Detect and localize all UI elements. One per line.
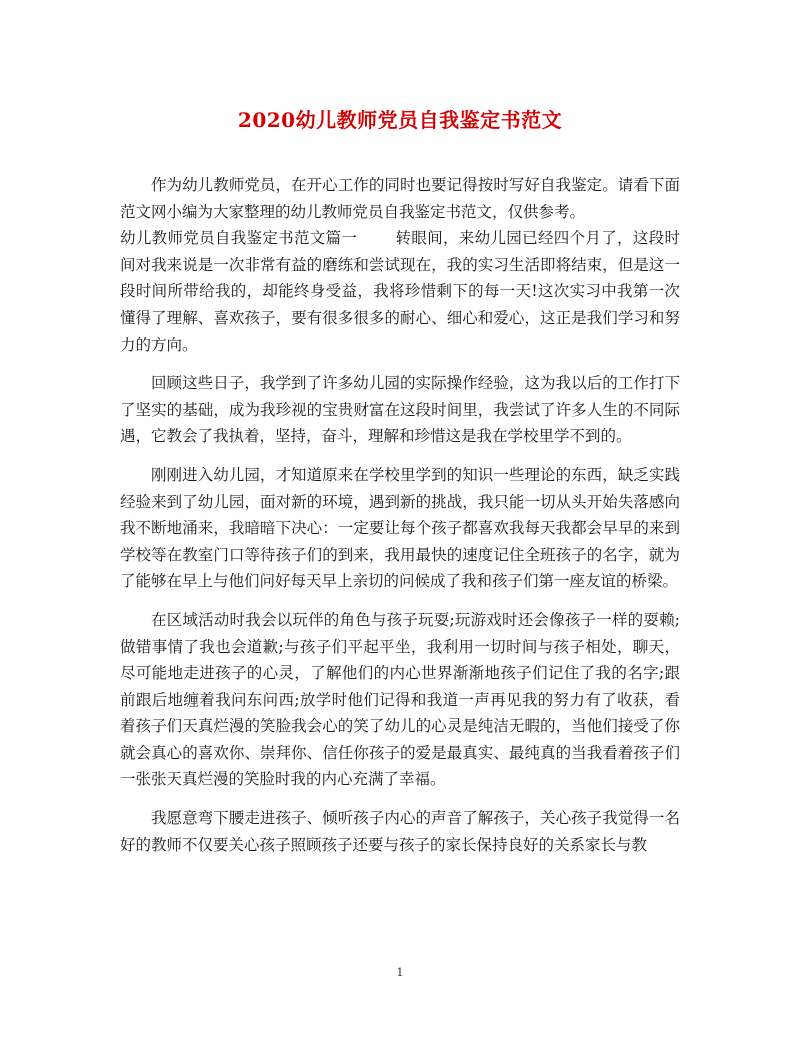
section-label: 幼儿教师党员自我鉴定书范文篇一 [120,229,358,248]
body-paragraph: 在区域活动时我会以玩伴的角色与孩子玩耍;玩游戏时还会像孩子一样的耍赖;做错事情了我也会道歉;与孩子们平起平坐，我利用一切时间与孩子相处，聊天，尽可能地走进孩子的心灵，了解他们的内心世界渐渐地孩子们记住了我的名字;跟前跟后地缠着我问东问西;放学时他们记得和我道一声再见我的努力有了收获，看着孩子们天真烂漫的笑脸我会心的笑了幼儿的心灵是纯洁无暇的，当他们接受了你就会真心的喜欢你、崇拜你、信任你孩子的爱是最真实、最纯真的当我看着孩子们一张张天真烂漫的笑脸时我的内心充满了幸福。 [120,610,680,789]
body-paragraph: 我愿意弯下腰走进孩子、倾听孩子内心的声音了解孩子，关心孩子我觉得一名好的教师不仅要关心孩子照顾孩子还要与孩子的家长保持良好的关系家长与教 [120,809,680,854]
document-body [120,172,680,858]
body-paragraph: 刚刚进入幼儿园，才知道原来在学校里学到的知识一些理论的东西，缺乏实践经验来到了幼儿园，面对新的环境，遇到新的挑战，我只能一切从头开始失落感向我不断地涌来，我暗暗下决心：一定要让每个孩子都喜欢我每天我都会早早的来到学校等在教室门口等待孩子们的到来，我用最快的速度记住全班孩子的名字，就为了能够在早上与他们问好每天早上亲切的问候成了我和孩子们第一座友谊的桥梁。 [120,465,680,591]
section-first-text: 转眼间，来幼儿园已经四个月了，这段时间对我来说是一次非常有益的磨练和尝试现在，我的实习生活即将结束，但是这一段时间所带给我的，却能终身受益，我将珍惜剩下的每一天!这次实习中我第一次懂得了理解、喜欢孩子，要有很多很多的耐心、细心和爱心，这正是我们学习和努力的方向。 [120,229,680,354]
page-number: 1 [396,966,404,979]
section-first-paragraph [120,225,680,358]
intro-paragraph: 作为幼儿教师党员，在开心工作的同时也要记得按时写好自我鉴定。请看下面范文网小编为大家整理的幼儿教师党员自我鉴定书范文，仅供参考。 [120,176,680,221]
body-paragraph: 回顾这些日子，我学到了许多幼儿园的实际操作经验，这为我以后的工作打下了坚实的基础，成为我珍视的宝贵财富在这段时间里，我尝试了许多人生的不同际遇，它教会了我执着，坚持，奋斗，理解和珍惜这是我在学校里学不到的。 [120,374,680,446]
document-title: 2020幼儿教师党员自我鉴定书范文 [237,108,563,132]
